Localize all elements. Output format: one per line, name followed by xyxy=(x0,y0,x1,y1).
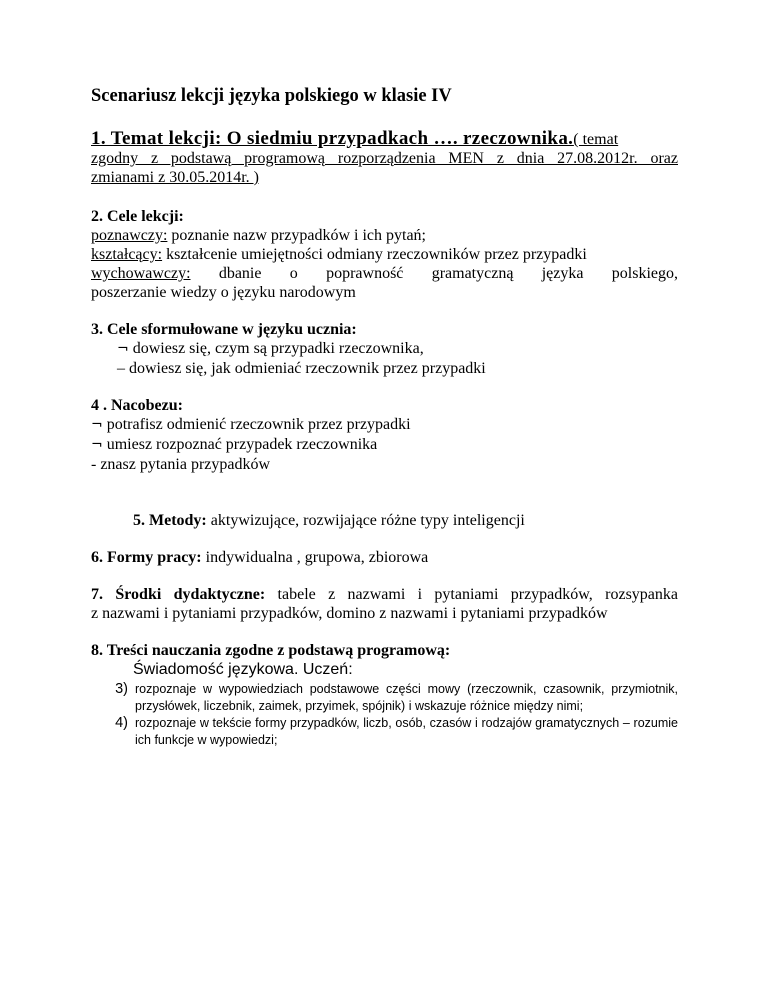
goal-item xyxy=(91,264,678,283)
lesson-goals xyxy=(91,207,678,302)
list-item-text: dowiesz się, jak odmieniać rzeczownik przez przypadki xyxy=(125,360,486,377)
goal-text: dbanie o poprawność gramatyczną języka polskiego, xyxy=(190,265,678,282)
document-title: Scenariusz lekcji języka polskiego w klasie IV xyxy=(91,86,452,106)
list-item xyxy=(91,435,678,455)
list-item-text: umiesz rozpoznać przypadek rzeczownika xyxy=(102,436,378,453)
lesson-topic-note-start: ( temat xyxy=(573,131,619,148)
section-text: indywidualna , grupowa, zbiorowa xyxy=(201,549,429,566)
list-item xyxy=(91,359,678,378)
curriculum-content xyxy=(91,641,678,749)
list-item xyxy=(91,681,678,715)
section-heading: 6. Formy pracy: xyxy=(91,549,202,566)
bullet-marker: ¬ xyxy=(117,341,129,357)
bullet-marker: ¬ xyxy=(91,437,103,453)
document-page xyxy=(91,84,678,749)
list-number: 4) xyxy=(115,715,128,731)
nacobezu xyxy=(91,396,678,474)
lesson-topic xyxy=(91,129,678,149)
list-item xyxy=(91,455,678,474)
goal-item xyxy=(91,245,678,264)
section-heading: 7. Środki dydaktyczne: xyxy=(91,586,266,603)
goal-text: poznanie nazw przypadków i ich pytań; xyxy=(167,227,426,244)
goal-label: kształcący: xyxy=(91,246,163,263)
student-goals xyxy=(91,320,678,378)
section-subheading: Świadomość językowa. Uczeń: xyxy=(133,661,353,678)
topic-note-line: zmianami z 30.05.2014r. ) xyxy=(91,169,259,186)
section-heading: 8. Treści nauczania zgodne z podstawą programową: xyxy=(91,642,451,659)
section-heading: 2. Cele lekcji: xyxy=(91,208,184,225)
work-forms xyxy=(91,548,678,567)
curriculum-list xyxy=(91,681,678,749)
goal-item xyxy=(91,226,678,245)
list-item xyxy=(91,339,678,359)
list-item xyxy=(91,415,678,435)
section-heading: 4 . Nacobezu: xyxy=(91,397,183,414)
list-item-text: rozpoznaje w wypowiedziach podstawowe części mowy (rzeczownik, czasownik, przymiotnik, przysłówek, liczebnik, zaimek, przyimek, spójnik) i wskazuje różnice między nimi; xyxy=(135,682,678,713)
section-text: aktywizujące, rozwijające różne typy inteligencji xyxy=(206,512,525,529)
teaching-aids-line xyxy=(91,585,678,604)
goal-continuation: poszerzanie wiedzy o języku narodowym xyxy=(91,284,356,301)
list-item-text: dowiesz się, czym są przypadki rzeczownika, xyxy=(128,340,424,357)
list-item-text: potrafisz odmienić rzeczownik przez przypadki xyxy=(102,416,411,433)
goal-label: wychowawczy: xyxy=(91,265,191,282)
teaching-aids xyxy=(91,585,678,623)
goal-label: poznawczy: xyxy=(91,227,168,244)
bullet-marker: ¬ xyxy=(91,417,103,433)
list-item-text: rozpoznaje w tekście formy przypadków, liczb, osób, czasów i rodzajów gramatycznych – rozumie ich funkcje w wypowiedzi; xyxy=(135,716,678,747)
methods xyxy=(91,511,678,530)
section-text: z nazwami i pytaniami przypadków, domino z nazwami i pytaniami przypadków xyxy=(91,605,608,622)
goal-text: kształcenie umiejętności odmiany rzeczowników przez przypadki xyxy=(162,246,587,263)
list-item-text: znasz pytania przypadków xyxy=(96,456,271,473)
lesson-topic-heading: 1. Temat lekcji: O siedmiu przypadkach …. rzeczownika. xyxy=(91,128,574,149)
lesson-topic-note xyxy=(91,149,678,187)
section-text: tabele z nazwami i pytaniami przypadków, rozsypanka xyxy=(265,586,678,603)
topic-note-line: zgodny z podstawą programową rozporządzenia MEN z dnia 27.08.2012r. oraz xyxy=(91,150,678,167)
bullet-marker: – xyxy=(117,360,125,377)
bullet-marker: - xyxy=(91,456,97,473)
section-heading: 3. Cele sformułowane w języku ucznia: xyxy=(91,321,357,338)
list-number: 3) xyxy=(115,681,128,697)
list-item xyxy=(91,715,678,749)
section-heading: 5. Metody: xyxy=(133,512,207,529)
